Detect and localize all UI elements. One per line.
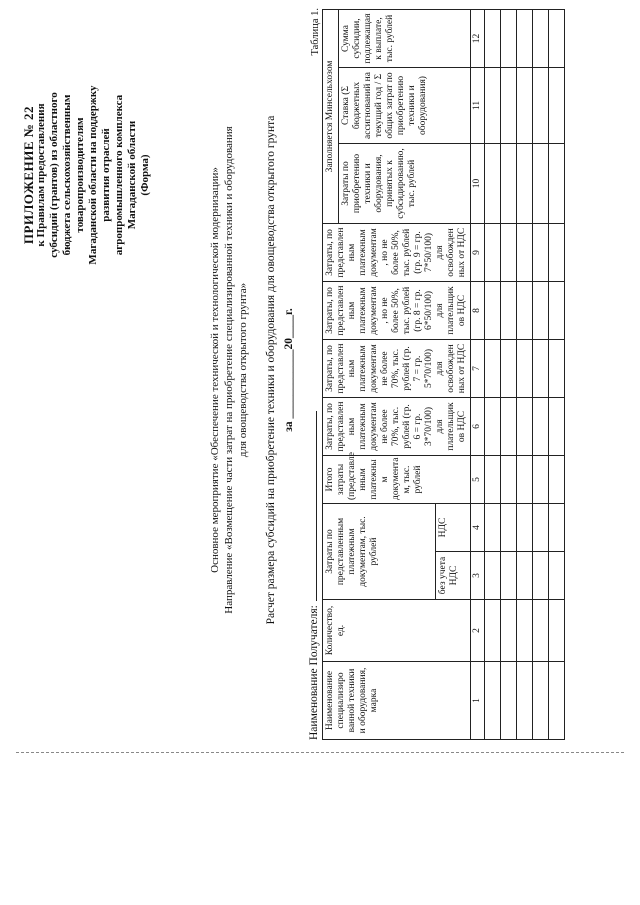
table-cell — [485, 340, 501, 398]
header-equipment-name: Наименование специализиро ванной техники и оборудования, марка — [323, 662, 471, 740]
table-cell — [517, 398, 533, 456]
column-number: 7 — [471, 340, 485, 398]
table-cell — [501, 504, 517, 552]
table-cell — [485, 456, 501, 504]
header-without-vat: без учета НДС — [435, 552, 470, 600]
column-number: 8 — [471, 282, 485, 340]
recipient-field — [306, 411, 320, 740]
column-number: 1 — [471, 662, 485, 740]
subsidy-calculation-table — [322, 9, 565, 740]
column-number: 2 — [471, 600, 485, 662]
appendix-number: ПРИЛОЖЕНИЕ № 22 — [21, 105, 36, 245]
table-cell — [501, 456, 517, 504]
table-row — [501, 9, 517, 739]
appendix-line: развития отраслей — [100, 128, 112, 222]
table-cell — [485, 552, 501, 600]
table-cell — [533, 398, 549, 456]
column-number: 11 — [471, 68, 485, 144]
header-accepted-costs: Затраты по приобретению техники и оборудования, принятых к субсидированию, тыс. рублей — [339, 144, 471, 224]
header-subsidy-amount: Сумма субсидии, подлежащая к выплате, тыс. рублей — [339, 9, 471, 67]
table-cell — [533, 9, 549, 67]
table-row — [517, 9, 533, 739]
table-cell — [549, 68, 565, 144]
table-cell — [533, 662, 549, 740]
table-cell — [485, 9, 501, 67]
table-cell — [549, 504, 565, 552]
direction-title: Направление «Возмещение части затрат на приобретение специализированной техники и оборудования — [223, 126, 235, 614]
column-number: 6 — [471, 398, 485, 456]
table-cell — [501, 224, 517, 282]
table-cell — [517, 282, 533, 340]
table-cell — [501, 282, 517, 340]
table-cell — [517, 662, 533, 740]
appendix-header — [22, 60, 152, 290]
table-cell — [517, 68, 533, 144]
table-cell — [533, 456, 549, 504]
table-cell — [501, 398, 517, 456]
table-cell — [501, 144, 517, 224]
table-cell — [533, 600, 549, 662]
recipient-blank-line — [306, 411, 317, 601]
appendix-line: Магаданской области — [126, 120, 138, 230]
table-cell — [549, 662, 565, 740]
table-cell — [517, 504, 533, 552]
appendix-line: Магаданской области на поддержку — [87, 85, 99, 265]
table-cell — [549, 398, 565, 456]
table-cell — [485, 282, 501, 340]
appendix-line: товаропроизводителям — [74, 117, 86, 233]
table-cell — [485, 68, 501, 144]
header-ministry-section: Заполняется Минсельхозом — [323, 9, 339, 223]
table-cell — [501, 600, 517, 662]
direction-title-cont: для овощеводства открытого грунта» — [237, 282, 249, 458]
header-rate: Ставка (Σ бюджетных ассигнований на текущий год / Σ общих затрат по приобретению техники и оборудования) — [339, 68, 471, 144]
table-cell — [485, 600, 501, 662]
table-cell — [549, 600, 565, 662]
appendix-line: к Правилам предоставления — [35, 103, 47, 247]
table-cell — [485, 224, 501, 282]
table-cell — [517, 144, 533, 224]
table-cell — [501, 9, 517, 67]
table-cell — [501, 662, 517, 740]
page-divider — [16, 752, 624, 753]
table-cell — [501, 340, 517, 398]
table-cell — [533, 224, 549, 282]
table-cell — [549, 9, 565, 67]
table-row — [485, 9, 501, 739]
table-cell — [549, 224, 565, 282]
column-number: 10 — [471, 144, 485, 224]
appendix-line: субсидий (грантов) из областного — [48, 92, 60, 258]
table-cell — [485, 662, 501, 740]
column-number: 5 — [471, 456, 485, 504]
table-cell — [533, 68, 549, 144]
column-number-row — [471, 9, 485, 739]
table-cell — [533, 340, 549, 398]
table-cell — [485, 504, 501, 552]
table-cell — [533, 552, 549, 600]
table-cell — [517, 9, 533, 67]
main-activity-title: Основное мероприятие «Обеспечение технической и технологической модернизации» — [209, 167, 221, 573]
column-number: 12 — [471, 9, 485, 67]
recipient-label: Наименование Получателя: — [308, 605, 320, 740]
table-cell — [517, 340, 533, 398]
table-cell — [485, 398, 501, 456]
table-row — [549, 9, 565, 739]
table-cell — [549, 340, 565, 398]
column-number: 9 — [471, 224, 485, 282]
rotated-document-page — [10, 0, 630, 740]
column-number: 3 — [471, 552, 485, 600]
table-cell — [501, 552, 517, 600]
header-total-costs: Итого затраты (представле нным платежны м документа м, тыс. рублей — [323, 456, 471, 504]
header-vat: НДС — [435, 504, 470, 552]
table-label: Таблица 1. — [310, 8, 321, 56]
header-quantity: Количество, ед. — [323, 600, 471, 662]
table-cell — [549, 282, 565, 340]
table-cell — [533, 282, 549, 340]
calculation-title: Расчет размера субсидий на приобретение техники и оборудования для овощеводства открытого грунта — [265, 115, 277, 625]
table-cell — [517, 224, 533, 282]
appendix-line: бюджета сельскохозяйственным — [61, 94, 73, 256]
table-cell — [533, 144, 549, 224]
table-cell — [517, 600, 533, 662]
table-cell — [501, 68, 517, 144]
table-row — [533, 9, 549, 739]
table-cell — [549, 552, 565, 600]
table-cell — [517, 552, 533, 600]
table-cell — [485, 144, 501, 224]
column-number: 4 — [471, 504, 485, 552]
table-cell — [549, 456, 565, 504]
table-cell — [533, 504, 549, 552]
form-label: (Форма) — [139, 154, 151, 196]
header-payment-costs: Затраты по представленным платежным документам, тыс. рублей — [323, 504, 436, 600]
header-costs-50-vat-exempt: Затраты, по представлен ным платежным документам , но не более 50%, тыс. рублей (гр. 9 = гр. 7*50/100) для освобожден ных от НДС — [323, 224, 471, 282]
table-cell — [549, 144, 565, 224]
header-costs-50-vat-payers: Затраты, по представлен ным платежным документам , но не более 50%, тыс. рублей (гр. 8 = гр. 6*50/100) для плательщик ов НДС — [323, 282, 471, 340]
header-costs-70-vat-exempt: Затраты, по представлен ным платежным документам не более 70%, тыс. рублей (гр. 7 = гр. 5*70/100) для освобожден ных от НДС — [323, 340, 471, 398]
table-cell — [517, 456, 533, 504]
appendix-line: агропромышленного комплекса — [113, 94, 125, 256]
period-line: за ____________20____г. — [283, 308, 295, 432]
header-costs-70-vat-payers: Затраты, по представлен ным платежным документам не более 70%, тыс. рублей (гр. 6 = гр. 3*70/100) для плательщик ов НДС — [323, 398, 471, 456]
